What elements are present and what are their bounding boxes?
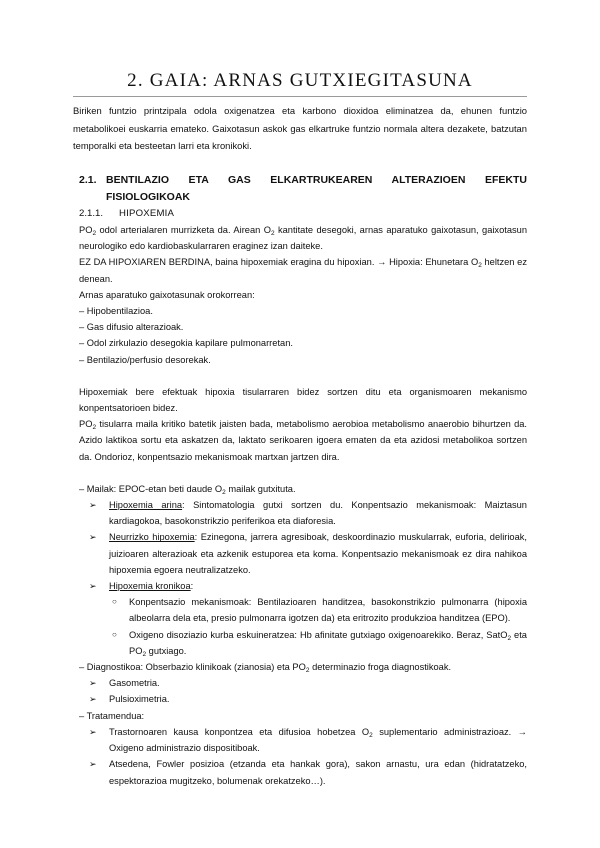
causes-intro: Arnas aparatuko gaixotasunak orokorrean:	[79, 289, 255, 300]
arrow-bullet-icon: ➢	[89, 678, 97, 689]
list-item: ➢ Hipoxemia kronikoa:	[79, 578, 527, 594]
subsection-heading	[79, 208, 174, 219]
list-item: ➢ Neurrizko hipoxemia: Ezinegona, jarrera agresiboak, deskoordinazio muskularrak, euforia, delirioak, juizioaren alterazioak eta azkenik estuporea eta koma. Konpentsazio mekanismoak ez dira nahikoa hipoxemia egoera neutralizatzeko.	[79, 529, 527, 578]
arrow-bullet-icon: ➢	[89, 759, 97, 770]
paragraph-effects: Hipoxemiak bere efektuak hipoxia tisularraren bidez sortzen ditu eta organismoaren mekanismo konpentsatorioen bidez.	[79, 386, 527, 414]
list-item: ➢ Trastornoaren kausa konpontzea eta difusioa hobetzea $O_2$ suplementario administrazioaz. → Oxigeno administrazio dispositiboak.	[79, 724, 527, 756]
list-item: – Gas difusio alterazioak.	[79, 322, 184, 333]
section-title-line1: BENTILAZIO ETA GAS ELKARTRUKEAREN ALTERAZIOEN EFEKTU	[106, 174, 527, 186]
arrow-bullet-icon: ➢	[89, 694, 97, 705]
list-item: – Odol zirkulazio desegokia kapilare pulmonarretan.	[79, 338, 293, 349]
subsection-number: 2.1.1.	[79, 208, 104, 219]
arrow-bullet-icon: ➢	[89, 500, 97, 511]
list-item: ○ Oxigeno disoziazio kurba eskuineratzea: Hb afinitate gutxiago oxigenoarekiko. Beraz, SatO$_2$ eta $PO_2$ gutxiago.	[79, 627, 527, 659]
title-divider	[73, 96, 527, 97]
intro-paragraph: Biriken funtzio printzipala odola oxigenatzea eta karbono dioxidoa eliminatzea da, ehunen funtzio metabolikoei euskarria emateko. Gaixotasun askok gas elkartruke funtzio normala altera dezakete, batzutan temporalki eta besteetan larri eta kronikoki.	[73, 105, 527, 151]
list-item: – Bentilazio/perfusio desorekak.	[79, 354, 211, 365]
subsection-title: HIPOXEMIA	[119, 208, 175, 219]
list-item: ➢ Pulsioximetria.	[79, 691, 527, 707]
arrow-bullet-icon: ➢	[89, 726, 97, 737]
document-body	[79, 222, 527, 789]
circle-bullet-icon: ○	[112, 597, 117, 607]
page-title: 2. GAIA: ARNAS GUTXIEGITASUNA	[127, 70, 473, 91]
section-title-line2: FISIOLOGIKOAK	[106, 191, 190, 203]
list-item: ➢ Atsedena, Fowler posizioa (etzanda eta hankak gora), sakon arnastu, ura edan (hidratatzeko, espektorazioa mugitzeko, bolumenak orekatzeko…).	[79, 756, 527, 788]
tratamendua-label: – Tratamendua:	[79, 710, 145, 721]
paragraph-tissue: $PO_2$ tisularra maila kritiko batetik jaisten bada, metabolismo aerobioa metabolismo anaerobio bihurtzen da. Azido laktikoa sortu eta askatzen da, laktato serikoaren igoera ematen da eta azidosi metabolikoa sortzen da. Ondorioz, konpentsazio mekanismoak martxan jartzen dira.	[79, 419, 527, 462]
list-item: – Hipobentilazioa.	[79, 306, 153, 317]
section-number: 2.1.	[79, 174, 97, 186]
paragraph-definition: $PO_2$ odol arterialaren murrizketa da. Airean $O_2$ kantitate desegoki, arnas aparatuko gaixotasun, gaixotasun neurologiko edo kardiobaskularraren eraginez izan daiteke.	[79, 225, 527, 252]
list-item: ○ Konpentsazio mekanismoak: Bentilazioaren handitzea, basokonstrikzio pulmonarra (hipoxia albeolarra dela eta, presio pulmonarra igotzen da) eta eritrozito produkzioa handitzea (EPO).	[79, 594, 527, 626]
mailak-item: – Mailak: EPOC-etan beti daude $O_2$ mailak gutxituta.	[79, 483, 296, 496]
circle-bullet-icon: ○	[112, 629, 117, 639]
arrow-bullet-icon: ➢	[89, 581, 97, 592]
arrow-bullet-icon: ➢	[89, 532, 97, 543]
list-item: ➢ Gasometria.	[79, 675, 527, 691]
diagnostikoa-item: – Diagnostikoa: Obserbazio klinikoak (zianosia) eta $PO_2$ determinazio froga diagnostikoak.	[79, 662, 452, 675]
paragraph-hipoxia: EZ DA HIPOXIAREN BERDINA, baina hipoxemiak eragina du hipoxian. → Hipoxia: Ehunetara $O_2$ heltzen ez denean.	[79, 257, 527, 284]
list-item: ➢ Hipoxemia arina: Sintomatologia gutxi sortzen du. Konpentsazio mekanismoak: Maiztasun kardiagokoa, basokonstrikzio periferikoa eta diaforesia.	[79, 497, 527, 529]
